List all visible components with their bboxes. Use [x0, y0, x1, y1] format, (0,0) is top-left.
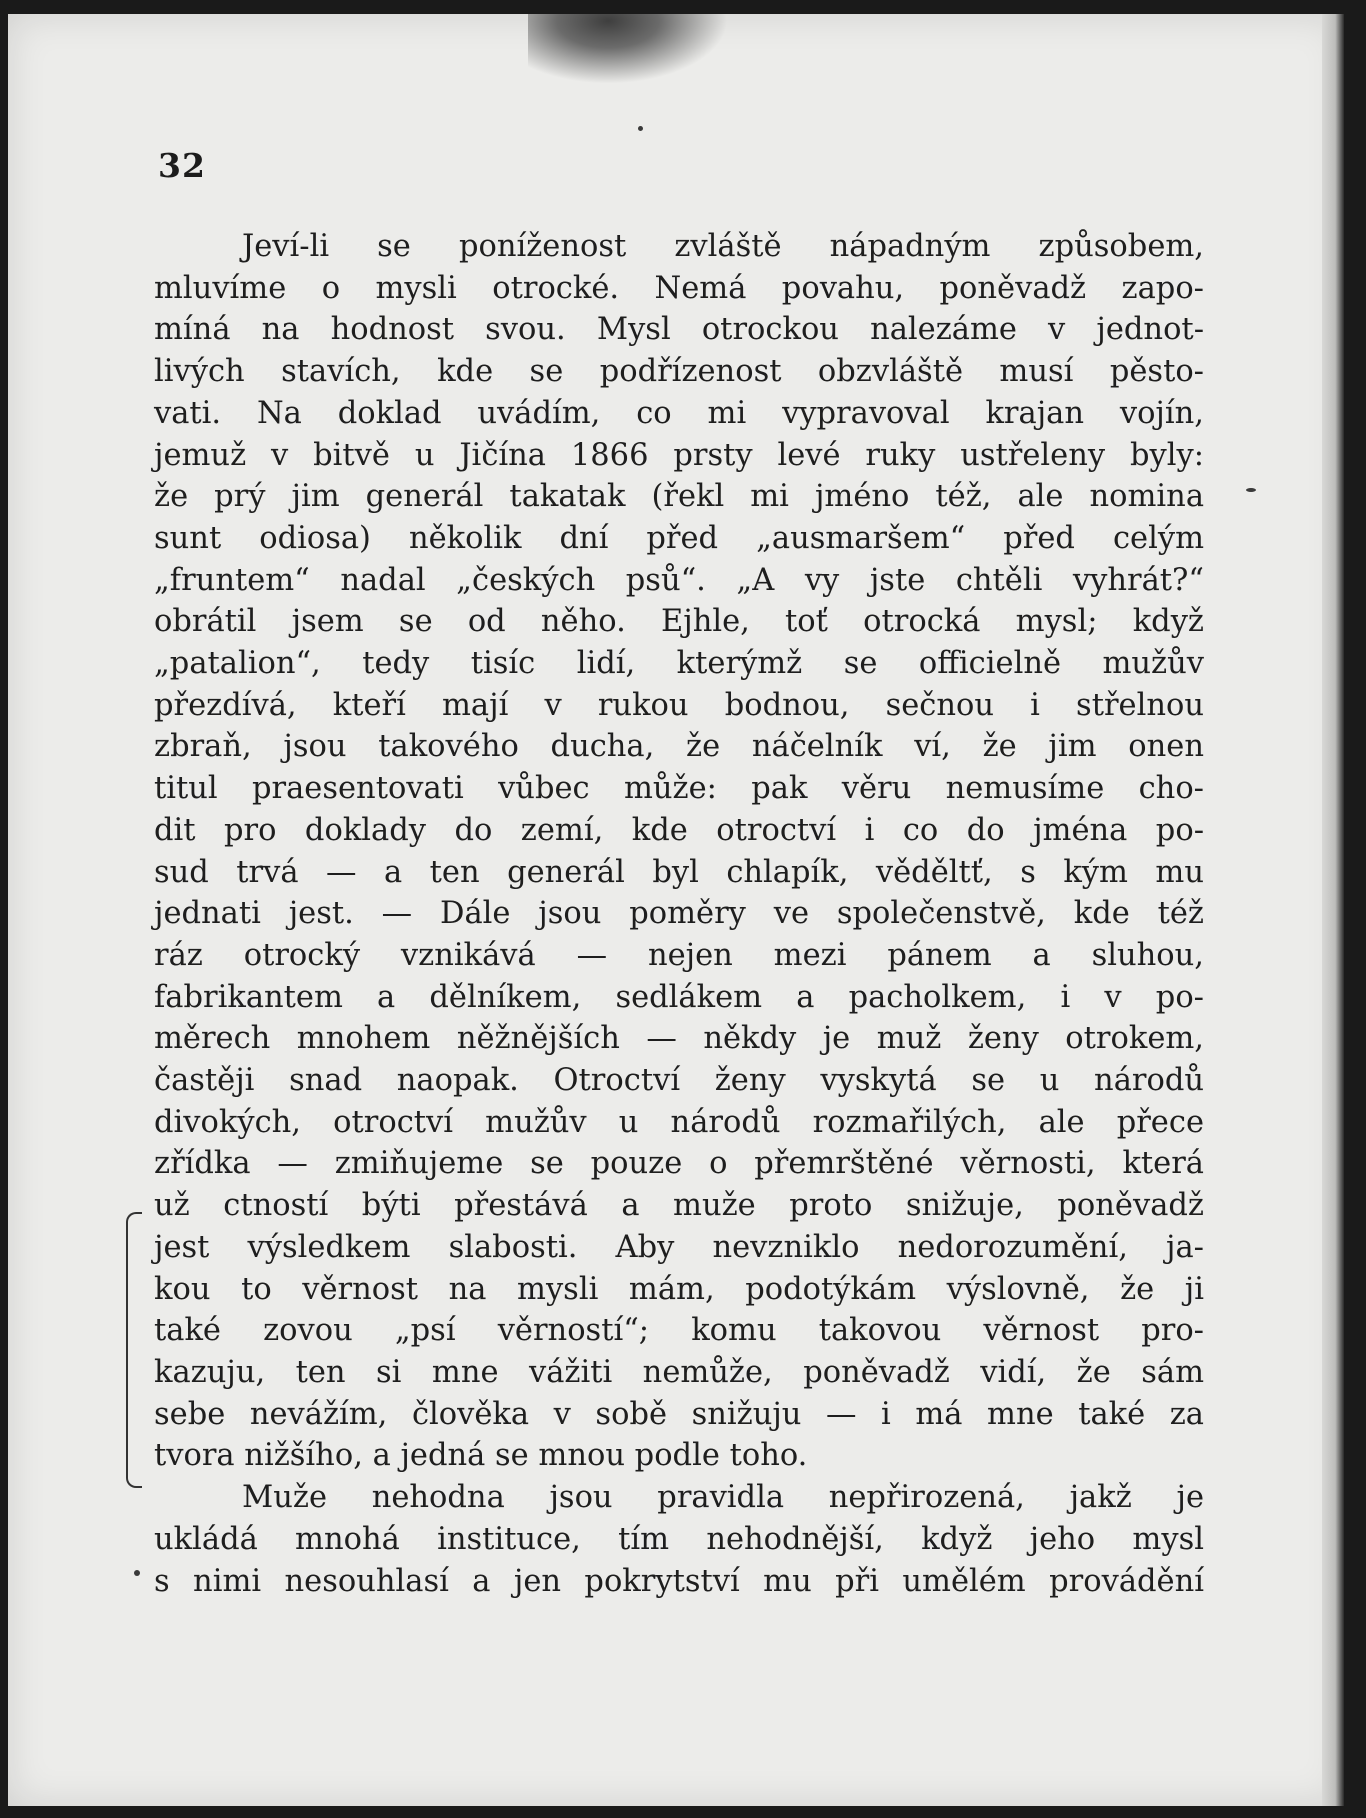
paragraph-2 [154, 1477, 1204, 1602]
scan-smudge [528, 14, 728, 84]
page-edge-shadow [1322, 14, 1344, 1806]
scan-speck [638, 126, 643, 131]
text-line: divokých, otroctví mužův u národů rozmařilých, ale přece [154, 1104, 1204, 1140]
text-line: sud trvá — a ten generál byl chlapík, věděltť, s kým mu [154, 854, 1204, 890]
text-line: už ctností býti přestává a muže proto snižuje, poněvadž [154, 1188, 1204, 1224]
text-line: kazuju, ten si mne vážiti nemůže, poněvadž vidí, že sám [154, 1354, 1204, 1390]
text-line: „patalion“, tedy tisíc lidí, kterýmž se officielně mužův [154, 646, 1204, 682]
text-line: že prý jim generál takatak (řekl mi jméno též, ale nomina [154, 479, 1204, 515]
text-line: „fruntem“ nadal „českých psů“. „A vy jste chtěli vyhrát?“ [154, 562, 1204, 598]
text-line: tvora nižšího, a jedná se mnou podle toho. [154, 1438, 808, 1474]
text-line: titul praesentovati vůbec může: pak věru nemusíme cho- [154, 771, 1204, 807]
text-line: sunt odiosa) několik dní před „ausmaršem“ před celým [154, 520, 1204, 556]
text-line: přezdívá, kteří mají v rukou bodnou, sečnou i střelnou [154, 687, 1204, 723]
text-line: vati. Na doklad uvádím, co mi vypravoval krajan vojín, [154, 395, 1204, 431]
scan-speck [134, 1570, 140, 1576]
text-line: ukládá mnohá instituce, tím nehodnější, když jeho mysl [154, 1521, 1204, 1557]
text-line: zřídka — zmiňujeme se pouze o přemrštěné věrnosti, která [154, 1146, 1204, 1182]
margin-bracket-mark [126, 1212, 142, 1488]
text-line: obrátil jsem se od něho. Ejhle, toť otrocká mysl; když [154, 604, 1204, 640]
text-line: jemuž v bitvě u Jičína 1866 prsty levé ruky ustřeleny byly: [154, 437, 1204, 473]
scan-speck [1246, 488, 1256, 492]
text-line: jest výsledkem slabosti. Aby nevzniklo nedorozumění, ja- [154, 1229, 1204, 1265]
text-line: fabrikantem a dělníkem, sedlákem a pacholkem, i v po- [154, 979, 1204, 1015]
text-line: častěji snad naopak. Otroctví ženy vyskytá se u národů [154, 1063, 1204, 1099]
book-page [8, 14, 1344, 1806]
text-line: kou to věrnost na mysli mám, podotýkám výslovně, že ji [154, 1271, 1204, 1307]
text-line: měrech mnohem něžnějších — někdy je muž ženy otrokem, [154, 1021, 1204, 1057]
body-text [154, 226, 1204, 1602]
page-number: 32 [158, 146, 206, 185]
text-line: dit pro doklady do zemí, kde otroctví i co do jména po- [154, 812, 1204, 848]
text-line: sebe nevážím, člověka v sobě snižuju — i má mne také za [154, 1396, 1204, 1432]
text-line: livých stavích, kde se podřízenost obzvláště musí pěsto- [154, 354, 1204, 390]
text-line: Jeví-li se poníženost zvláště nápadným způsobem, [242, 229, 1204, 264]
text-line: ráz otrocký vznikává — nejen mezi pánem a sluhou, [154, 937, 1204, 973]
text-line: jednati jest. — Dále jsou poměry ve společenstvě, kde též [154, 896, 1204, 932]
text-line: Muže nehodna jsou pravidla nepřirozená, jakž je [242, 1480, 1204, 1516]
text-line: mluvíme o mysli otrocké. Nemá povahu, poněvadž zapo- [154, 270, 1204, 306]
text-line: s nimi nesouhlasí a jen pokrytství mu při umělém provádění [154, 1563, 1204, 1599]
text-line: zbraň, jsou takového ducha, že náčelník ví, že jim onen [154, 729, 1204, 765]
text-line: také zovou „psí věrností“; komu takovou věrnost pro- [154, 1313, 1204, 1349]
text-line: míná na hodnost svou. Mysl otrockou nalezáme v jednot- [154, 312, 1204, 348]
paragraph-1 [154, 226, 1204, 1477]
